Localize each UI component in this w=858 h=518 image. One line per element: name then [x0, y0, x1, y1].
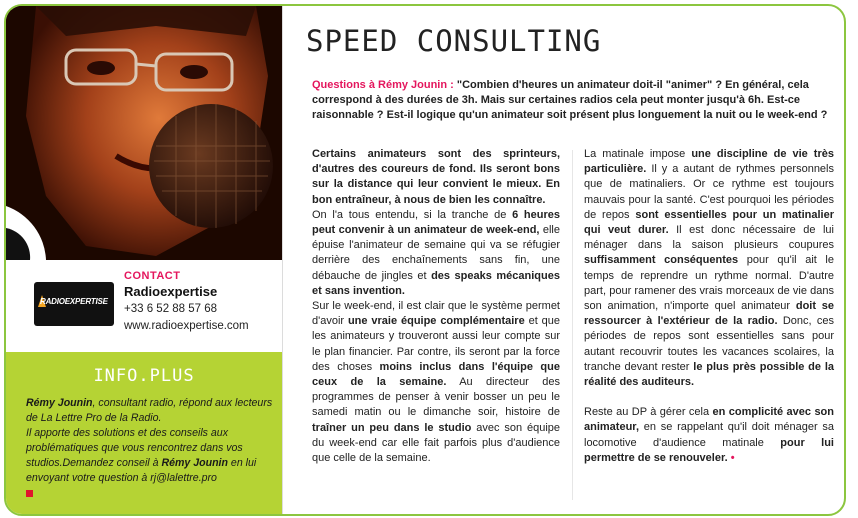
text-run: Il est donc nécessaire de lui ménager dans la saison plusieurs coupures — [584, 224, 834, 252]
radioexpertise-logo — [34, 282, 114, 326]
text-run: pour qu'il ait le temps de reprendre un rythme normal. D'autre part, pour ramener des vrais morceaux de vie dans son animation, n'importe quel animateur — [584, 254, 834, 313]
consultant-name: Rémy Jounin — [26, 397, 93, 409]
text-run: La matinale impose — [584, 148, 692, 160]
text-run: Au directeur des programmes de penser à venir bosser un peu le samedi matin ou le dimanche soir, histoire de — [312, 376, 560, 419]
consultant-name-2: Rémy Jounin — [161, 457, 228, 469]
info-plus-text-1: , consultant radio, répond aux lecteurs de La Lettre Pro de la Radio. — [26, 397, 273, 424]
contact-label: CONTACT — [124, 270, 181, 282]
text-run-bold: traîner un peu dans le studio — [312, 421, 472, 434]
paragraph-weekend-6h — [312, 208, 560, 299]
text-run-bold: suffisamment conséquentes — [584, 254, 739, 267]
question-text: "Combien d'heures un animateur doit-il "animer" ? En général, cela correspond à des durées de 3h. Mais sur certaines radios cela peut monter jusqu'à 6h. Est-ce raisonnable ? Est-il logique qu'un animateur soit présent plus longuement la nuit ou le week-end ? — [312, 79, 828, 121]
lead-paragraph — [312, 147, 560, 208]
info-plus-text-2: Il apporte des solutions et des conseils aux problématiques que vous rencontrez dans vos studios.Demandez conseil à — [26, 427, 243, 469]
question-label: Questions à Rémy Jounin : — [312, 79, 454, 91]
logo-text: RADIOEXPERTISE — [40, 297, 108, 306]
article-column-1 — [312, 147, 560, 466]
column-separator — [282, 6, 283, 514]
text-run-bold: 6 heures peut convenir à un animateur de week-end, — [312, 208, 560, 237]
text-run: Donc, ces périodes de repos sont essentielles sans pour autant recouvrir toutes les vacances scolaires, la tranche devant rester — [584, 315, 835, 373]
text-run: elle épuise l'animateur de semaine qui va se réfugier derrière des enchaînements sans fin, une débauche de jingles et — [312, 224, 560, 282]
intro-question — [312, 78, 832, 123]
text-run-bold: doit se ressourcer à l'extérieur de la radio. — [584, 300, 834, 328]
contact-block — [6, 260, 282, 352]
text-run: avec son équipe du week-end car elle fait parfois plus d'audience que celle de la semaine. — [312, 421, 561, 465]
info-plus-panel — [6, 352, 282, 514]
info-plus-title: INFO.PLUS — [93, 366, 195, 386]
contact-name: Radioexpertise — [124, 284, 218, 299]
column-divider — [572, 150, 573, 500]
article-frame — [4, 4, 846, 516]
paragraph-conclusion — [584, 405, 834, 466]
paragraph-matinale — [584, 147, 834, 390]
text-run: Reste au DP à gérer cela — [584, 406, 713, 419]
text-run-bold: en complicité avec son animateur, — [584, 406, 834, 434]
end-square-icon — [26, 490, 33, 497]
contact-website-link[interactable]: www.radioexpertise.com — [124, 320, 249, 332]
info-plus-body — [26, 396, 274, 502]
end-bullet-icon: • — [730, 451, 735, 464]
portrait-illustration — [6, 6, 282, 260]
info-plus-text-3: en lui envoyant votre question à rj@lalettre.pro — [26, 457, 257, 484]
text-run-bold: une discipline de vie très particulière. — [584, 148, 834, 176]
article-column-2 — [584, 147, 834, 466]
text-run: en se rappelant qu'il doit ménager sa locomotive d'audience matinale — [584, 421, 834, 449]
text-run: et que les animateurs y trouveront aussi leur compte sur le plan financier. Par contre, ils seront par la force des choses — [312, 315, 560, 373]
text-run-bold: moins inclus dans l'équipe que ceux de la semaine. — [312, 360, 560, 389]
text-run-bold: une vraie équipe complémentaire — [347, 315, 525, 328]
portrait-photo — [6, 6, 282, 260]
text-run: On l'a tous entendu, si la tranche de — [312, 208, 513, 221]
text-run: Sur le week-end, il est clair que le système permet d'avoir — [312, 300, 560, 328]
text-run-bold: sont essentielles pour un matinalier qui veut durer. — [584, 208, 834, 237]
lead-text: Certains animateurs sont des sprinteurs, d'autres des coureurs de fond. Ils seront bons sur la distance qui leur convient le mieux. En bon entraîneur, à nous de bien les connaître. — [312, 148, 560, 206]
text-run: Il y a autant de rythmes personnels que de matinaliers. Or ce rythme est toujours mauvais pour la santé. C'est pourquoi les périodes de repos — [584, 163, 834, 221]
text-run-bold: le plus près possible de la réalité des auditeurs. — [584, 360, 834, 389]
article-title: SPEED CONSULTING — [306, 24, 602, 58]
text-run-bold: des speaks mécaniques et sans invention. — [312, 269, 560, 297]
paragraph-weekend-team — [312, 299, 560, 466]
text-run-bold: pour lui permettre de se renouveler. — [584, 436, 834, 464]
contact-phone: +33 6 52 88 57 68 — [124, 303, 218, 315]
